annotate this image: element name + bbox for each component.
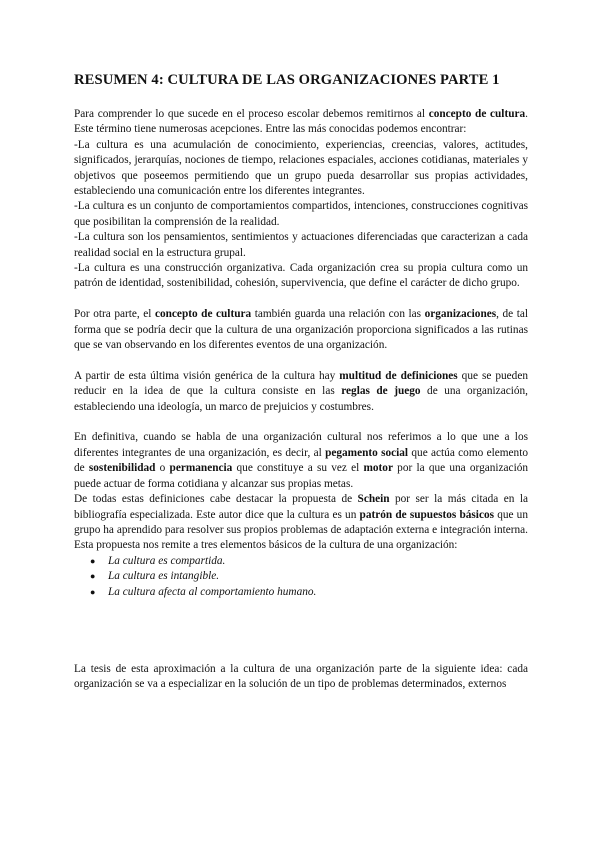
definition-paragraph: -La cultura son los pensamientos, sentimientos y actuaciones diferenciadas que caracterizan a cada realidad social en la estructura grupal. bbox=[74, 231, 528, 259]
list-item: ● La cultura afecta al comportamiento humano. bbox=[108, 585, 528, 600]
bold-term: multitud de definiciones bbox=[339, 369, 458, 382]
text-run: por ser la más citada en la bibliografía especializada. Este autor dice que la cultura es un bbox=[74, 493, 528, 521]
text-run: . Este término tiene numerosas acepciones. Entre las más conocidas podemos encontrar: bbox=[74, 108, 528, 136]
spacer bbox=[74, 353, 528, 368]
text-run: Por otra parte, el bbox=[74, 308, 155, 321]
spacer bbox=[74, 415, 528, 430]
thesis-paragraph: La tesis de esta aproximación a la cultura de una organización parte de la siguiente idea: cada organización se va a especializar en la solución de un tipo de problemas determinados, externos bbox=[74, 662, 528, 691]
spacer bbox=[74, 292, 528, 307]
page-title: RESUMEN 4: CULTURA DE LAS ORGANIZACIONES PARTE 1 bbox=[74, 72, 500, 88]
bold-term: organizaciones bbox=[424, 308, 497, 321]
schein-paragraph bbox=[74, 492, 528, 554]
text-run: A partir de esta última visión genérica de la cultura hay bbox=[74, 369, 340, 382]
culture-elements-list bbox=[74, 554, 528, 600]
document-body bbox=[74, 72, 528, 693]
definition-paragraph: -La cultura es una construcción organizativa. Cada organización crea su propia cultura como un patrón de identidad, sostenibilidad, cohesión, supervivencia, que define el carácter de dicho grupo. bbox=[74, 262, 528, 290]
text-run: de una organización, estableciendo una ideología, un marco de prejuicios y costumbres. bbox=[74, 385, 528, 413]
bold-term: motor bbox=[363, 462, 393, 475]
organizations-paragraph bbox=[74, 307, 528, 353]
text-run: En definitiva, cuando se habla de una organización cultural nos referimos a lo que une a los diferentes integrantes de una organización, es decir, al bbox=[74, 431, 528, 459]
text-run: , de tal forma que se podría decir que la cultura de una organización proporciona significados a las rutinas que se van observando en los diferentes eventos de una organización. bbox=[74, 308, 528, 352]
text-run: también guarda una relación con las bbox=[251, 308, 425, 321]
bold-term: reglas de juego bbox=[341, 385, 421, 398]
bold-term: permanencia bbox=[169, 462, 233, 475]
text-run: por la que una organización puede actuar de forma cotidiana y alcanzar sus propias metas. bbox=[74, 462, 529, 490]
text-run: que se pueden reducir en la idea de que la cultura consiste en las bbox=[74, 369, 528, 398]
bold-term: Schein bbox=[357, 493, 390, 506]
text-run: que actúa como elemento de bbox=[74, 446, 528, 475]
text-run: Para comprender lo que sucede en el proceso escolar debemos remitirnos al bbox=[74, 108, 429, 120]
spacer bbox=[74, 600, 528, 662]
text-run: o bbox=[155, 462, 170, 475]
text-run: que un grupo ha aprendido para resolver sus propios problemas de adaptación externa e integración interna. Esta propuesta nos remite a tres elementos básicos de la cultura de una organización: bbox=[74, 508, 528, 552]
list-item: ● La cultura es compartida. bbox=[108, 554, 528, 569]
intro-paragraph bbox=[74, 107, 528, 138]
text-run: que constituye a su vez el bbox=[232, 462, 364, 475]
definitions-paragraph bbox=[74, 369, 528, 415]
bold-term: concepto de cultura bbox=[154, 308, 252, 321]
list-item: ● La cultura es intangible. bbox=[108, 569, 528, 584]
summary-paragraph bbox=[74, 430, 528, 492]
bold-term: pegamento social bbox=[325, 446, 409, 459]
text-run: De todas estas definiciones cabe destacar la propuesta de bbox=[74, 493, 358, 506]
bold-term: sostenibilidad bbox=[88, 462, 156, 475]
bold-term: concepto de cultura bbox=[428, 108, 526, 120]
definition-paragraph: -La cultura es un conjunto de comportamientos compartidos, intenciones, construcciones cognitivas que posibilitan la comprensión de la realidad. bbox=[74, 200, 528, 228]
bold-term: patrón de supuestos básicos bbox=[359, 508, 495, 521]
definition-paragraph: -La cultura es una acumulación de conocimiento, experiencias, creencias, valores, actitudes, significados, jerarquías, nociones de tiempo, relaciones espaciales, acciones cotidianas, materiales y objetivos que poseemos permitiendo que un grupo pueda desarrollar sus propias actividades, estableciendo una comunicación entre los diferentes integrantes. bbox=[74, 138, 528, 198]
